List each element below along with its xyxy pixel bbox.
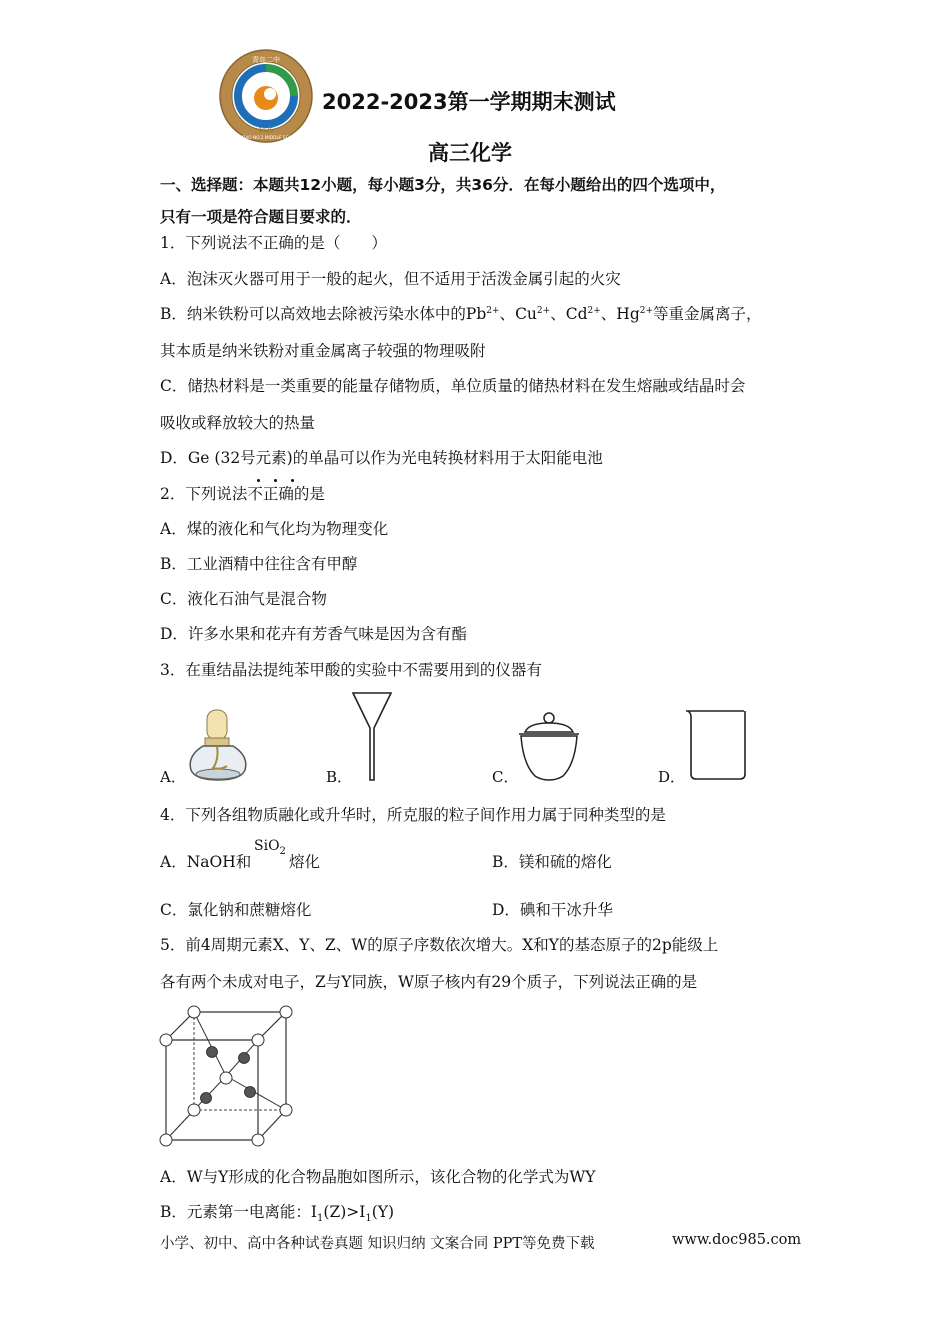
q1-option-b-line2: 其本质是纳米铁粉对重金属离子较强的物理吸附	[160, 342, 486, 360]
q1-option-c-line1: C．储热材料是一类重要的能量存储物质，单位质量的储热材料在发生熔融或结晶时会	[160, 377, 746, 395]
q1-b-cd-charge: 2+	[587, 305, 601, 316]
q5-b-suffix: (Y)	[371, 1203, 395, 1221]
q4-option-c: C．氯化钠和蔗糖熔化	[160, 901, 312, 919]
alcohol-lamp-icon	[183, 708, 253, 783]
q1-b-sep2: 、	[550, 305, 566, 323]
funnel-icon	[350, 690, 394, 782]
q2-option-c: C．液化石油气是混合物	[160, 590, 327, 608]
q2-option-a: A．煤的液化和气化均为物理变化	[160, 520, 389, 538]
page-subtitle: 高三化学	[428, 141, 512, 165]
q1-b-suffix: 等重金属离子，	[653, 305, 762, 323]
beaker-icon	[682, 708, 748, 782]
q1-b-sep1: 、	[499, 305, 516, 323]
school-logo	[218, 48, 314, 144]
crystal-cell-diagram	[156, 1002, 296, 1150]
q2-option-b: B．工业酒精中往往含有甲醇	[160, 555, 358, 573]
q1-b-pb-charge: 2+	[486, 305, 500, 316]
q4-stem: 4．下列各组物质融化或升华时，所克服的粒子间作用力属于同种类型的是	[160, 806, 666, 824]
q1-b-hg-charge: 2+	[639, 305, 654, 316]
page-title: 2022-2023第一学期期末测试	[322, 90, 616, 114]
q3-option-c-label: C．	[492, 768, 519, 786]
q1-option-a: A．泡沫灭火器可用于一般的起火，但不适用于活泼金属引起的火灾	[160, 270, 621, 288]
emphasis-dot	[291, 479, 294, 482]
q1-b-cu: Cu	[515, 305, 537, 323]
q5-b-sub1: 1	[317, 1213, 324, 1225]
q5-stem-line1: 5．前4周期元素X、Y、Z、W的原子序数依次增大。X和Y的基态原子的2p能级上	[160, 936, 719, 954]
q4-formula-sio: SiO	[254, 838, 280, 854]
q2-stem: 2．下列说法不正确的是	[160, 485, 325, 503]
emphasis-dot	[274, 479, 277, 482]
q2-option-d: D．许多水果和花卉有芳香气味是因为含有酯	[160, 625, 467, 643]
footer-right[interactable]: www.doc985.com	[672, 1232, 802, 1248]
q4-option-a-suffix: 熔化	[289, 853, 321, 871]
q1-b-hg: Hg	[616, 305, 640, 323]
footer-left: 小学、初中、高中各种试卷真题 知识归纳 文案合同 PPT等免费下载	[160, 1236, 595, 1252]
q1-option-c-line2: 吸收或释放较大的热量	[160, 414, 316, 432]
q1-b-cd: Cd	[565, 305, 588, 323]
q4-option-a-prefix: A．NaOH和	[160, 853, 252, 871]
section-heading-line2: 只有一项是符合题目要求的．	[160, 208, 362, 226]
q1-option-b-line1	[160, 304, 762, 324]
logo-ring-top: 青岛二中	[252, 56, 280, 64]
section-heading-line1: 一、选择题：本题共12小题，每小题3分，共36分．在每小题给出的四个选项中，	[160, 176, 726, 194]
q3-option-a-label: A．	[160, 768, 186, 786]
q1-b-cu-charge: 2+	[536, 305, 551, 316]
q3-option-d-label: D．	[658, 768, 686, 786]
q1-stem: 1．下列说法不正确的是（ ）	[160, 234, 387, 252]
logo-year: 1925	[258, 127, 274, 134]
q3-stem: 3．在重结晶法提纯苯甲酸的实验中不需要用到的仪器有	[160, 661, 542, 679]
q5-option-b	[160, 1202, 395, 1225]
emphasis-dot	[257, 479, 260, 482]
crucible-icon	[515, 710, 583, 782]
q4-formula-sub: 2	[279, 845, 286, 857]
q5-b-prefix: B．元素第一电离能：I	[160, 1203, 318, 1221]
q3-option-b-label: B．	[326, 768, 353, 786]
q1-b-sep3: 、	[600, 305, 617, 323]
q4-option-d: D．碘和干冰升华	[492, 901, 613, 919]
q1-option-d: D．Ge (32号元素)的单晶可以作为光电转换材料用于太阳能电池	[160, 449, 603, 467]
q5-stem-line2: 各有两个未成对电子，Z与Y同族，W原子核内有29个质子，下列说法正确的是	[160, 973, 698, 991]
logo-ring-bottom: QINGDAO NO.2 MIDDLE SCHOOL	[230, 136, 302, 141]
q4-option-a-formula	[254, 838, 286, 857]
q1-b-prefix: B．纳米铁粉可以高效地去除被污染水体中的	[160, 305, 466, 323]
q5-b-sub2: 1	[365, 1213, 372, 1225]
q5-b-mid: (Z)>I	[323, 1203, 366, 1221]
q1-b-pb: Pb	[465, 305, 487, 323]
q5-option-a: A．W与Y形成的化合物晶胞如图所示，该化合物的化学式为WY	[160, 1168, 596, 1186]
q4-option-b: B．镁和硫的熔化	[492, 853, 612, 871]
